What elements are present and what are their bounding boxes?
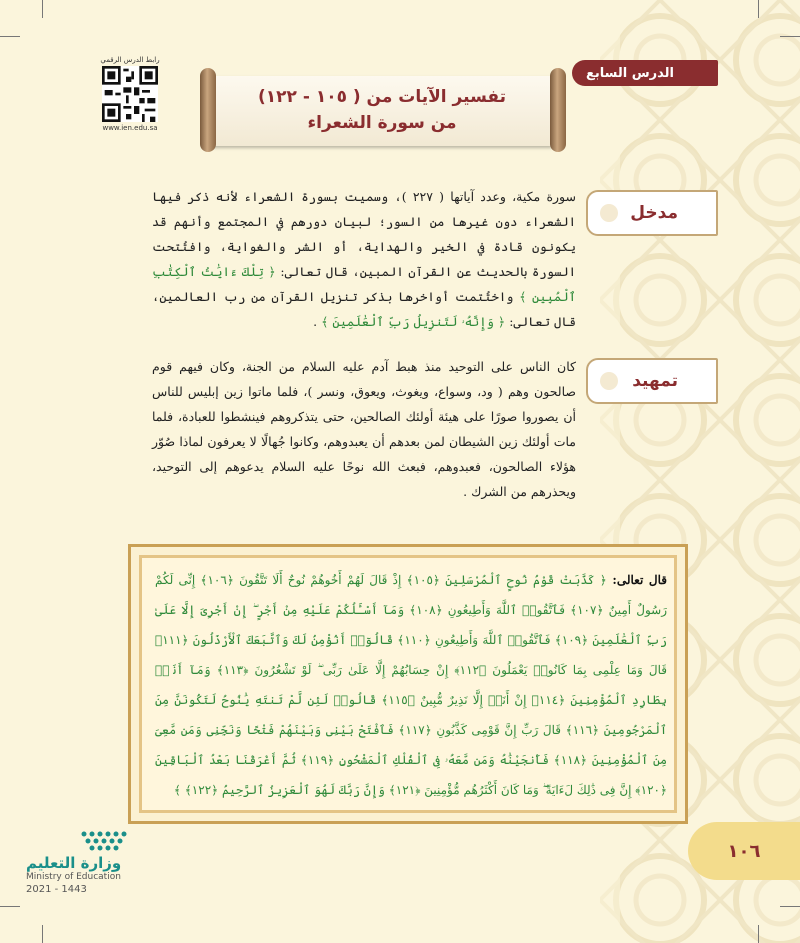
crop-mark xyxy=(780,906,800,907)
preface-paragraph: كان الناس على التوحيد منذ هبط آدم عليه السلام من الجنة، وكان فيهم قوم صالحون وهم ( ود، وسواع، ويغوث، ويعوق، ونسر )، فلما ماتوا زين إبليس للناس أن يصوروا صورًا على هيئة أولئك الصالحين، حتى يتذكروهم فينشطوا للعبادة، فلما مات أولئك زين الشيطان لمن بعدهم أن يعبدوهم، وكانوا جُهالًا لا يعرفون لماذا صُوّر هؤلاء الصالحون، فعبدوهم، فبعث الله نوحًا عليه السلام يدعوهم إلى التوحيد، ويحذرهم من الشرك . xyxy=(152,359,576,499)
scroll-rod-left xyxy=(200,68,216,152)
ministry-name-arabic: وزارة التعليم xyxy=(26,854,122,872)
crop-mark xyxy=(0,906,20,907)
qr-url-link[interactable]: www.ien.edu.sa xyxy=(102,124,158,132)
qr-code-icon[interactable] xyxy=(102,66,158,122)
lesson-title-scroll xyxy=(198,68,570,152)
lesson-number-tag: الدرس السابع xyxy=(572,60,718,86)
crop-mark xyxy=(42,0,43,18)
section-label-intro: مدخل xyxy=(586,190,718,236)
qr-code-block[interactable] xyxy=(98,56,162,132)
crop-mark xyxy=(0,36,20,37)
lesson-title xyxy=(222,84,542,136)
crop-mark xyxy=(780,36,800,37)
quran-verse-quote: ﴿ تِلْكَ ءَايَٰتُ ٱلْكِتَٰبِ ٱلْمُبِينِ ﴾ xyxy=(152,264,576,304)
section-label-preface: تمهيد xyxy=(586,358,718,404)
ministry-name-english: Ministry of Education xyxy=(26,872,121,882)
crop-mark xyxy=(42,925,43,943)
page-number: ١٠٦ xyxy=(688,822,800,880)
ministry-logo xyxy=(26,854,156,895)
lesson-title-line2: من سورة الشعراء xyxy=(307,113,457,133)
crop-mark xyxy=(758,0,759,18)
scroll-rod-right xyxy=(550,68,566,152)
crop-mark xyxy=(758,925,759,943)
intro-text-end: . xyxy=(313,314,322,329)
verses-text: ﴿ كَذَّبَتْ قَوْمُ نُوحٍ ٱلْمُرْسَلِينَ ﴿١٠٥﴾ إِذْ قَالَ لَهُمْ أَخُوهُمْ نُوحٌ أَلَا تَتَّقُونَ ﴿١٠٦﴾ إِنِّى لَكُمْ رَسُولٌ أَمِينٌ ﴿١٠٧﴾ فَٱتَّقُوا۟ ٱللَّهَ وَأَطِيعُونِ ﴿١٠٨﴾ وَمَآ أَسْـَٔلُكُمْ عَلَيْهِ مِنْ أَجْرٍ ۖ إِنْ أَجْرِىَ إِلَّا عَلَىٰ رَبِّ ٱلْعَٰلَمِينَ ﴿١٠٩﴾ فَٱتَّقُوا۟ ٱللَّهَ وَأَطِيعُونِ ﴿١١٠﴾ قَالُوٓا۟ أَنُؤْمِنُ لَكَ وَٱتَّبَعَكَ ٱلْأَرْذَلُونَ ﴿١١١﴾ قَالَ وَمَا عِلْمِى بِمَا كَانُوا۟ يَعْمَلُونَ ﴿١١٢﴾ إِنْ حِسَابُهُمْ إِلَّا عَلَىٰ رَبِّى ۖ لَوْ تَشْعُرُونَ ﴿١١٣﴾ وَمَآ أَنَا۠ بِطَارِدِ ٱلْمُؤْمِنِينَ ﴿١١٤﴾ إِنْ أَنَا۠ إِلَّا نَذِيرٌ مُّبِينٌ ﴿١١٥﴾ قَالُوا۟ لَئِن لَّمْ تَنتَهِ يَٰنُوحُ لَتَكُونَنَّ مِنَ ٱلْمَرْجُومِينَ ﴿١١٦﴾ قَالَ رَبِّ إِنَّ قَوْمِى كَذَّبُونِ ﴿١١٧﴾ فَٱفْتَحْ بَيْنِى وَبَيْنَهُمْ فَتْحًا وَنَجِّنِى وَمَن مَّعِىَ مِنَ ٱلْمُؤْمِنِينَ ﴿١١٨﴾ فَأَنجَيْنَٰهُ وَمَن مَّعَهُۥ فِى ٱلْفُلْكِ ٱلْمَشْحُونِ ﴿١١٩﴾ ثُمَّ أَغْرَقْنَا بَعْدُ ٱلْبَاقِينَ ﴿١٢٠﴾ إِنَّ فِى ذَٰلِكَ لَءَايَةً ۖ وَمَا كَانَ أَكْثَرُهُم مُّؤْمِنِينَ ﴿١٢١﴾ وَإِنَّ رَبَّكَ لَهُوَ ٱلْعَزِيزُ ٱلرَّحِيمُ ﴿١٢٢﴾ ﴾ xyxy=(155,573,668,797)
intro-paragraph xyxy=(152,184,576,334)
quran-verses xyxy=(155,565,667,805)
ministry-logo-dots-icon xyxy=(78,828,138,854)
lesson-title-line1: تفسير الآيات من ( ١٠٥ - ١٢٢) xyxy=(257,87,506,107)
intro-text-part2: واختُتمت أواخرها بذكر تنزيل القرآن من رب العالمين، قال تعالى: xyxy=(152,289,576,329)
qr-label: رابط الدرس الرقمي xyxy=(100,56,160,64)
verses-frame xyxy=(128,544,688,824)
intro-text-part1: سورة مكية، وعدد آياتها ( ٢٢٧ )، وسميت بسورة الشعراء لأنه ذكر فيها الشعراء دون غيرها من السور؛ لبيان دورهم في المجتمع وأنهم قد يكونون قادة في الخير والهداية، أو الشر والغواية، وافتُتحت السورة بالحديث عن القرآن المبين، قال تعالى: xyxy=(152,189,576,279)
verses-intro: قال تعالى: xyxy=(606,573,668,587)
quran-verse-quote: ﴿ وَإِنَّهُۥ لَتَنزِيلُ رَبِّ ٱلْعَٰلَمِينَ ﴾ xyxy=(321,314,506,329)
edition-year: 2021 - 1443 xyxy=(26,884,87,895)
